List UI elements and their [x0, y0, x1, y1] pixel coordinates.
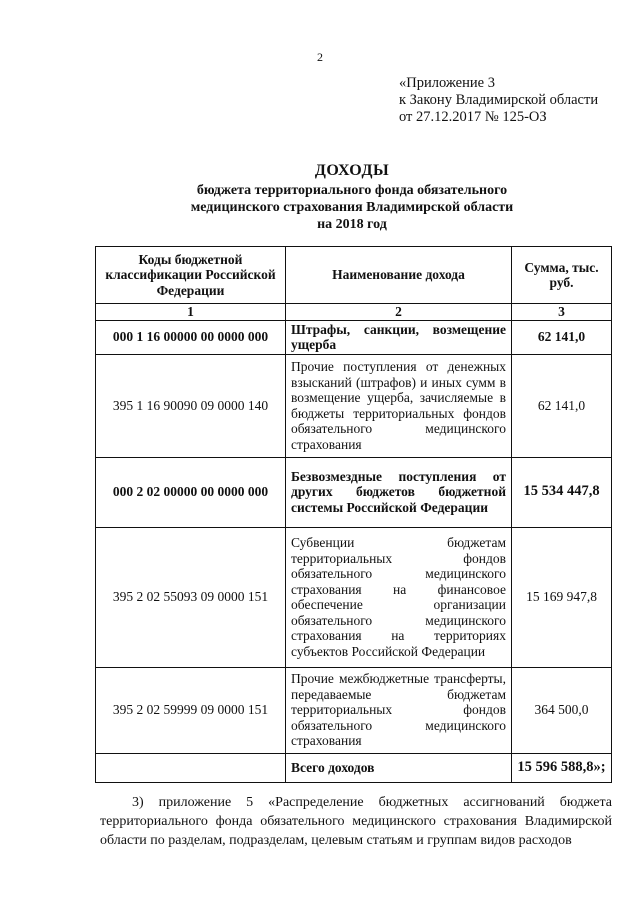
- column-number-row: [96, 304, 612, 321]
- table-total-row: [96, 753, 612, 782]
- header-amount: Сумма, тыс. руб.: [512, 247, 612, 304]
- title-line-3: на 2018 год: [317, 217, 387, 232]
- table-header-row: [96, 247, 612, 304]
- title-main: ДОХОДЫ: [314, 162, 390, 179]
- header-name: Наименование дохода: [286, 247, 512, 304]
- row-name: Штрафы, санкции, возмещение ущерба: [286, 320, 512, 354]
- column-number-2: 2: [286, 304, 512, 321]
- row-amount: 62 141,0: [512, 320, 612, 354]
- total-label: Всего доходов: [286, 753, 512, 782]
- row-code: 000 1 16 00000 00 0000 000: [96, 320, 286, 354]
- appendix-reference: [399, 75, 598, 126]
- row-name: Прочие межбюджетные трансферты, передаваемые бюджетам территориальных фондов обязательного медицинского страхования: [286, 667, 512, 753]
- appendix-line-3: от 27.12.2017 № 125-ОЗ: [399, 109, 547, 125]
- row-code: 395 2 02 59999 09 0000 151: [96, 667, 286, 753]
- row-name: Прочие поступления от денежных взысканий (штрафов) и иных сумм в возмещение ущерба, зачисляемые в бюджеты территориальных фондов обязательного медицинского страхования: [286, 354, 512, 457]
- column-number-1: 1: [96, 304, 286, 321]
- row-code: 395 1 16 90090 09 0000 140: [96, 354, 286, 457]
- row-name: Безвозмездные поступления от других бюджетов бюджетной системы Российской Федерации: [286, 457, 512, 527]
- title-line-2: медицинского страхования Владимирской области: [190, 200, 514, 215]
- table-row: [96, 667, 612, 753]
- column-number-3: 3: [512, 304, 612, 321]
- document-title: [100, 160, 604, 233]
- header-code: Коды бюджетной классификации Российской Федерации: [96, 247, 286, 304]
- total-code-empty: [96, 753, 286, 782]
- table-row: [96, 354, 612, 457]
- row-amount: 364 500,0: [512, 667, 612, 753]
- row-name: Субвенции бюджетам территориальных фондов обязательного медицинского страхования на финансовое обеспечение организации обязательного медицинского страхования на территориях субъектов Российской Федерации: [286, 527, 512, 667]
- row-code: 395 2 02 55093 09 0000 151: [96, 527, 286, 667]
- table-row: [96, 320, 612, 354]
- closing-paragraph: [100, 793, 612, 850]
- row-amount: 15 169 947,8: [512, 527, 612, 667]
- title-line-1: бюджета территориального фонда обязательного: [196, 183, 508, 198]
- closing-text: 3) приложение 5 «Распределение бюджетных ассигнований бюджета территориального фонда обязательного медицинского страхования Владимирской области по разделам, подразделам, целевым статьям и группам видов расходов: [100, 795, 612, 848]
- appendix-line-1: «Приложение 3: [399, 75, 495, 91]
- table-row: [96, 527, 612, 667]
- row-amount: 15 534 447,8: [512, 457, 612, 527]
- row-amount: 62 141,0: [512, 354, 612, 457]
- page-number: 2: [317, 50, 323, 64]
- appendix-line-2: к Закону Владимирской области: [399, 92, 599, 108]
- income-table: [95, 246, 612, 783]
- table-row: [96, 457, 612, 527]
- row-code: 000 2 02 00000 00 0000 000: [96, 457, 286, 527]
- total-amount: 15 596 588,8»;: [512, 753, 612, 782]
